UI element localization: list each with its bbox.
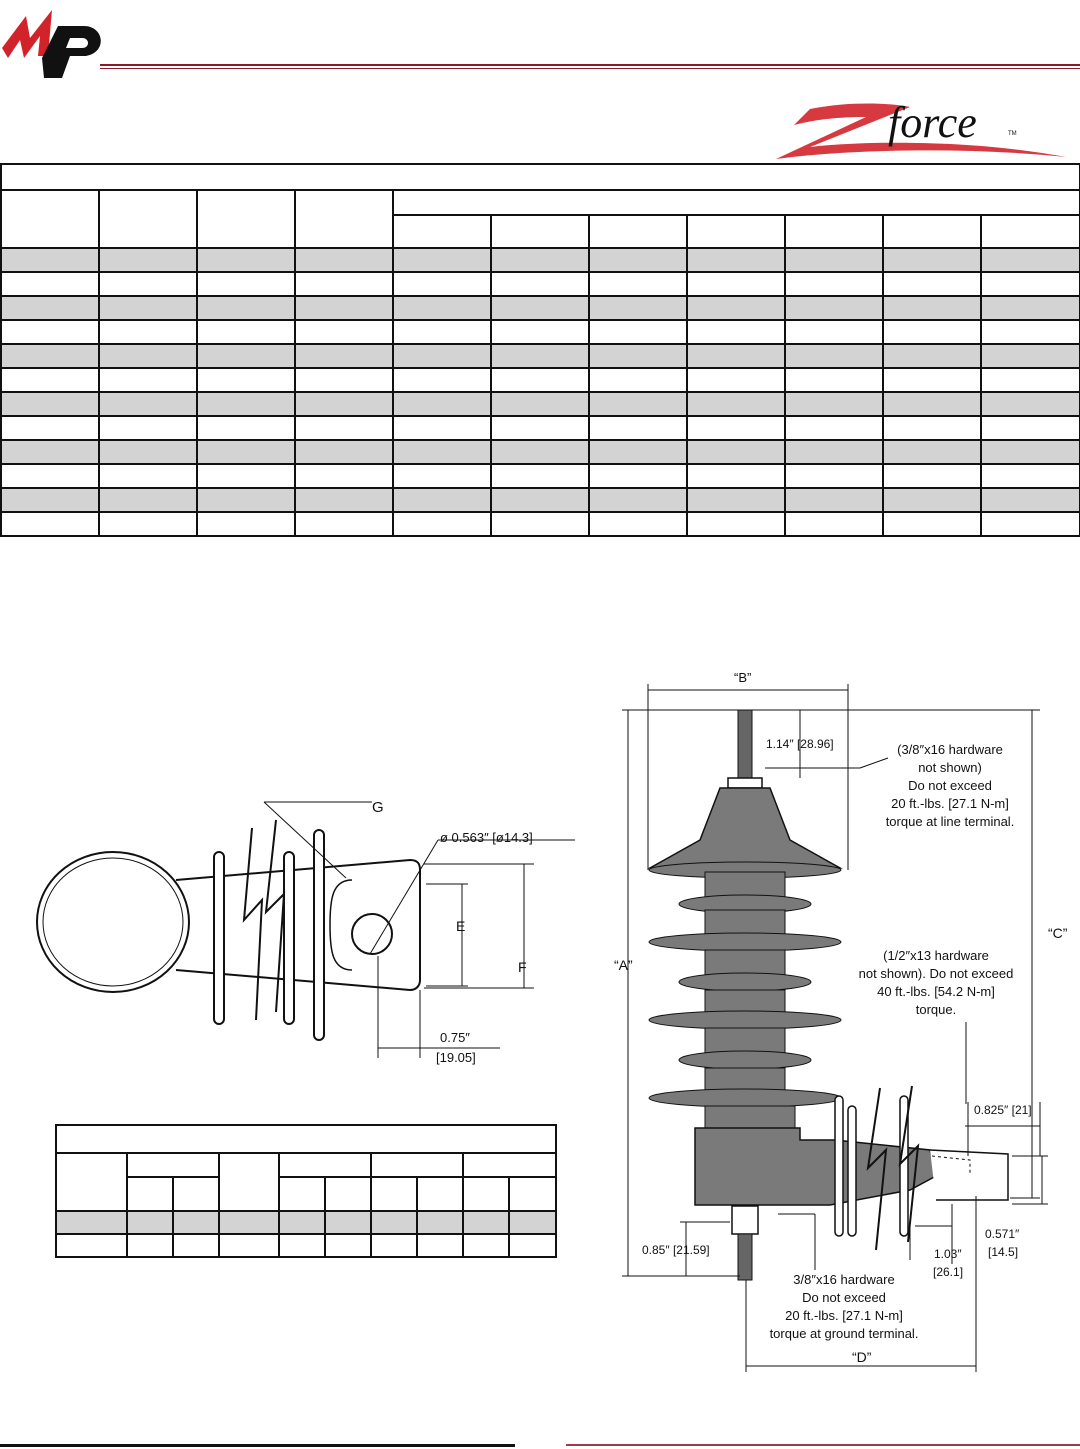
- sub-header-cell: [127, 1177, 173, 1211]
- sub-header-cell: [463, 1177, 509, 1211]
- svg-text:torque.: torque.: [915, 1002, 957, 1017]
- sub-header-cell: [883, 215, 981, 248]
- stud-length-dim: 1.14″ [28.96]: [766, 737, 834, 751]
- svg-text:Do not exceed: Do not exceed: [908, 778, 992, 793]
- table-row: [1, 272, 1080, 296]
- table-row: [56, 1211, 556, 1234]
- ground-offset-dim: 1.03″: [934, 1247, 962, 1261]
- table-row: [1, 368, 1080, 392]
- table-row: [1, 344, 1080, 368]
- sub-header-cell: [491, 215, 589, 248]
- header-cell: [56, 1153, 127, 1211]
- header-rule: [100, 64, 1080, 70]
- brand-name: force: [888, 98, 977, 147]
- svg-text:3/8″x16 hardware: 3/8″x16 hardware: [793, 1272, 895, 1287]
- bracket-thickness-dim: 0.571″: [985, 1227, 1020, 1241]
- footer-rule-right: [566, 1444, 1080, 1446]
- sub-header-cell: [173, 1177, 219, 1211]
- sub-header-cell: [785, 215, 883, 248]
- sub-header-cell: [393, 215, 491, 248]
- group-header-cell: [393, 190, 1080, 215]
- table-row: [1, 464, 1080, 488]
- header-cell: [99, 190, 197, 248]
- sub-header-cell: [589, 215, 687, 248]
- footer-rule-left: [0, 1444, 515, 1447]
- label-a: “A”: [614, 957, 633, 973]
- header-cell: [197, 190, 295, 248]
- table-row: [1, 488, 1080, 512]
- svg-text:torque at line terminal.: torque at line terminal.: [885, 814, 1015, 829]
- svg-text:20 ft.-lbs. [27.1 N-m]: 20 ft.-lbs. [27.1 N-m]: [891, 796, 1009, 811]
- header-cell: [1, 190, 99, 248]
- terminal-tab-drawing: [0, 780, 600, 1080]
- arrester-dimension-drawing: [600, 660, 1080, 1380]
- ground-hardware-note: [770, 1272, 919, 1341]
- zforce-brand-logo: [770, 95, 1070, 163]
- table-row: [1, 296, 1080, 320]
- table-row: [1, 320, 1080, 344]
- group-header-cell: [371, 1153, 463, 1177]
- label-d: “D”: [852, 1349, 872, 1365]
- label-e: E: [456, 918, 466, 934]
- dimension-table: [55, 1124, 557, 1258]
- sub-header-cell: [325, 1177, 371, 1211]
- table-row: [1, 416, 1080, 440]
- group-header-cell: [463, 1153, 556, 1177]
- line-hardware-note: [886, 742, 1015, 829]
- ground-offset-mm: [26.1]: [933, 1265, 964, 1279]
- sub-header-cell: [509, 1177, 556, 1211]
- ground-stud-dim: 0.85″ [21.59]: [642, 1243, 710, 1257]
- mp-logo: [0, 8, 110, 86]
- bracket-width-dim: 0.825″ [21]: [974, 1103, 1032, 1117]
- brand-tm: TM: [1008, 131, 1017, 137]
- svg-text:not shown): not shown): [918, 760, 982, 775]
- label-c: “C”: [1048, 925, 1068, 941]
- table-row: [1, 248, 1080, 272]
- table-title-cell: [1, 164, 1080, 190]
- bracket-hardware-note: [859, 948, 1014, 1017]
- ratings-table: [0, 163, 1080, 537]
- header-cell: [219, 1153, 279, 1211]
- svg-text:20 ft.-lbs. [27.1 N-m]: 20 ft.-lbs. [27.1 N-m]: [785, 1308, 903, 1323]
- sub-header-cell: [687, 215, 785, 248]
- table-row: [1, 440, 1080, 464]
- header-cell: [295, 190, 393, 248]
- table-row: [56, 1234, 556, 1257]
- svg-text:Do not exceed: Do not exceed: [802, 1290, 886, 1305]
- offset-dim: 0.75″: [440, 1030, 470, 1045]
- group-header-cell: [279, 1153, 371, 1177]
- table-title-cell: [56, 1125, 556, 1153]
- hole-diameter-label: ø 0.563″ [ø14.3]: [440, 830, 533, 845]
- table-row: [1, 392, 1080, 416]
- bracket-thickness-mm: [14.5]: [988, 1245, 1019, 1259]
- svg-text:Zforce: Zforce: [770, 95, 773, 96]
- svg-text:not shown). Do not exceed: not shown). Do not exceed: [858, 966, 1014, 981]
- svg-text:(3/8″x16 hardware: (3/8″x16 hardware: [897, 742, 1003, 757]
- sub-header-cell: [279, 1177, 325, 1211]
- group-header-cell: [127, 1153, 219, 1177]
- sub-header-cell: [981, 215, 1080, 248]
- table-row: [1, 512, 1080, 536]
- offset-dim-mm: [19.05]: [436, 1050, 476, 1065]
- label-f: F: [518, 959, 527, 975]
- logo-text: MP: [0, 8, 2, 9]
- sub-header-cell: [371, 1177, 417, 1211]
- svg-text:torque at ground terminal.: torque at ground terminal.: [769, 1326, 919, 1341]
- label-b: “B”: [734, 670, 752, 685]
- label-g: G: [372, 799, 384, 816]
- sub-header-cell: [417, 1177, 463, 1211]
- svg-text:40 ft.-lbs. [54.2 N-m]: 40 ft.-lbs. [54.2 N-m]: [877, 984, 995, 999]
- svg-text:(1/2″x13 hardware: (1/2″x13 hardware: [883, 948, 989, 963]
